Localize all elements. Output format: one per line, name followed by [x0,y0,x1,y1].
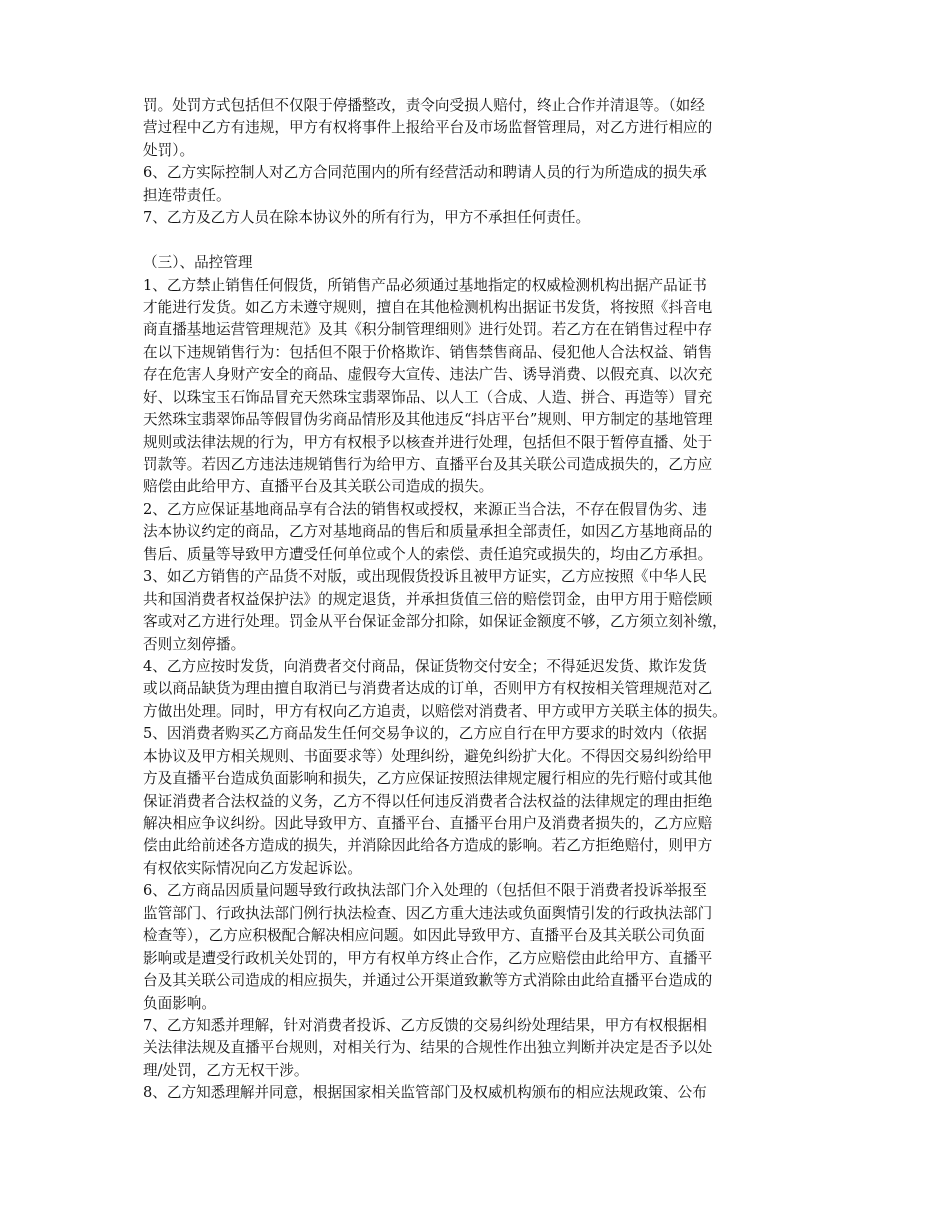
para-clause-7-disclaimer [143,207,815,229]
text-line: 处罚）。 [143,141,195,159]
para-qc-3-mismatch-refund [143,566,815,656]
text-line: 本协议及甲方相关规则、书面要求等）处理纠纷，避免纠纷扩大化。不得因交易纠纷给甲 [143,747,713,765]
text-line: 保证消费者合法权益的义务，乙方不得以任何违反消费者合法权益的法律规定的理由拒绝 [143,792,713,810]
text-line: 否则立刻停播。 [143,635,246,653]
text-line: 有权依实际情况向乙方发起诉讼。 [143,859,362,877]
text-line: 2、乙方应保证基地商品享有合法的销售权或授权，来源正当合法，不存在假冒伪劣、违 [143,500,707,518]
text-line: 法本协议约定的商品，乙方对基地商品的售后和质量承担全部责任，如因乙方基地商品的 [143,523,713,541]
text-line: 或以商品缺货为理由擅自取消已与消费者达成的订单，否则甲方有权按相关管理规范对乙 [143,680,713,698]
para-qc-7-independent-judgment [143,1015,815,1082]
text-line: 罚。处罚方式包括但不仅限于停播整改，责令向受损人赔付，终止合作并清退等。（如经 [143,97,705,114]
text-line: 5、因消费者购买乙方商品发生任何交易争议的，乙方应自行在甲方要求的时效内（依据 [143,725,707,743]
text-line: 方做出处理。同时，甲方有权向乙方追责，以赔偿对消费者、甲方或甲方关联主体的损失。 [143,702,727,720]
text-line: 影响或是遭受行政机关处罚的，甲方有权单方终止合作，乙方应赔偿由此给甲方、直播平 [143,949,713,967]
para-qc-4-timely-delivery [143,656,815,723]
para-qc-1-no-counterfeit [143,275,815,499]
text-line: 赔偿由此给甲方、直播平台及其关联公司造成的损失。 [143,478,494,496]
text-line: 8、乙方知悉理解并同意，根据国家相关监管部门及权威机构颁布的相应法规政策、公布 [143,1084,707,1102]
text-line: 理/处罚，乙方无权干涉。 [143,1061,309,1079]
text-line: 6、乙方实际控制人对乙方合同范围内的所有经营活动和聘请人员的行为所造成的损失承 [143,164,707,182]
text-line: 检查等），乙方应积极配合解决相应问题。如因此导致甲方、直播平台及其关联公司负面 [143,927,705,945]
text-line: 客或对乙方进行处理。罚金从平台保证金部分扣除，如保证金额度不够，乙方须立刻补缴， [143,613,727,631]
text-line: 存在危害人身财产安全的商品、虚假夸大宣传、违法广告、诱导消费、以假充真、以次充 [143,366,713,384]
text-line: 监管部门、行政执法部门例行执法检查、因乙方重大违法或负面舆情引发的行政执法部门 [143,904,713,922]
text-line: （三）、品控管理 [143,254,253,272]
text-line: 1、乙方禁止销售任何假货，所销售产品必须通过基地指定的权威检测机构出据产品证书 [143,276,707,294]
text-line: 关法律法规及直播平台规则，对相关行为、结果的合规性作出独立判断并决定是否予以处 [143,1039,713,1057]
text-line: 才能进行发货。如乙方未遵守规则，擅自在其他检测机构出据证书发货，将按照《抖音电 [143,298,713,316]
para-qc-5-dispute-handling [143,723,815,880]
document-page [143,95,815,1105]
para-clause-6-controller [143,162,815,207]
text-line: 偿由此给前述各方造成的损失，并消除因此给各方造成的影响。若乙方拒绝赔付，则甲方 [143,837,713,855]
para-penalty-methods [143,95,815,162]
text-line: 好、以珠宝玉石饰品冒充天然珠宝翡翠饰品、以人工（合成、人造、拼合、再造等）冒充 [143,388,713,406]
text-line: 规则或法律法规的行为，甲方有权根予以核查并进行处理，包括但不限于暂停直播、处于 [143,433,713,451]
text-line: 4、乙方应按时发货，向消费者交付商品，保证货物交付安全；不得延迟发货、欺诈发货 [143,657,707,675]
text-line: 台及其关联公司造成的相应损失，并通过公开渠道致歉等方式消除由此给直播平台造成的 [143,972,713,990]
text-line: 解决相应争议纠纷。因此导致甲方、直播平台、直播平台用户及消费者损失的，乙方应赔 [143,815,713,832]
text-line: 在以下违规销售行为：包括但不限于价格欺诈、销售禁售商品、侵犯他人合法权益、销售 [143,343,713,361]
para-qc-2-legal-sales-rights [143,499,815,566]
para-qc-8-regulations [143,1082,815,1104]
text-line: 担连带责任。 [143,186,231,204]
text-line: 负面影响。 [143,994,216,1012]
text-line: 6、乙方商品因质量问题导致行政执法部门介入处理的（包括但不限于消费者投诉举报至 [143,882,707,900]
text-line: 7、乙方知悉并理解，针对消费者投诉、乙方反馈的交易纠纷处理结果，甲方有权根据相 [143,1016,707,1034]
text-line: 罚款等。若因乙方违法违规销售行为给甲方、直播平台及其关联公司造成损失的，乙方应 [143,456,713,473]
text-line: 共和国消费者权益保护法》的规定退货，并承担货值三倍的赔偿罚金，由甲方用于赔偿顾 [143,590,713,608]
text-line: 天然珠宝翡翠饰品等假冒伪劣商品情形及其他违反“抖店平台”规则、甲方制定的基地管理 [143,411,713,429]
spacer [143,230,815,252]
text-line: 营过程中乙方有违规，甲方有权将事件上报给平台及市场监督管理局，对乙方进行相应的 [143,119,713,137]
text-line: 商直播基地运营管理规范》及其《积分制管理细则》进行处罚。若乙方在在销售过程中存 [143,321,713,339]
text-line: 3、如乙方销售的产品货不对版，或出现假货投诉且被甲方证实，乙方应按照《中华人民 [143,568,707,586]
text-line: 7、乙方及乙方人员在除本协议外的所有行为，甲方不承担任何责任。 [143,209,591,227]
text-line: 方及直播平台造成负面影响和损失，乙方应保证按照法律规定履行相应的先行赔付或其他 [143,770,713,788]
section-heading-quality-control [143,252,815,274]
para-qc-6-administrative-enforcement [143,880,815,1015]
text-line: 售后、质量等导致甲方遭受任何单位或个人的索偿、责任追究或损失的，均由乙方承担。 [143,545,713,563]
